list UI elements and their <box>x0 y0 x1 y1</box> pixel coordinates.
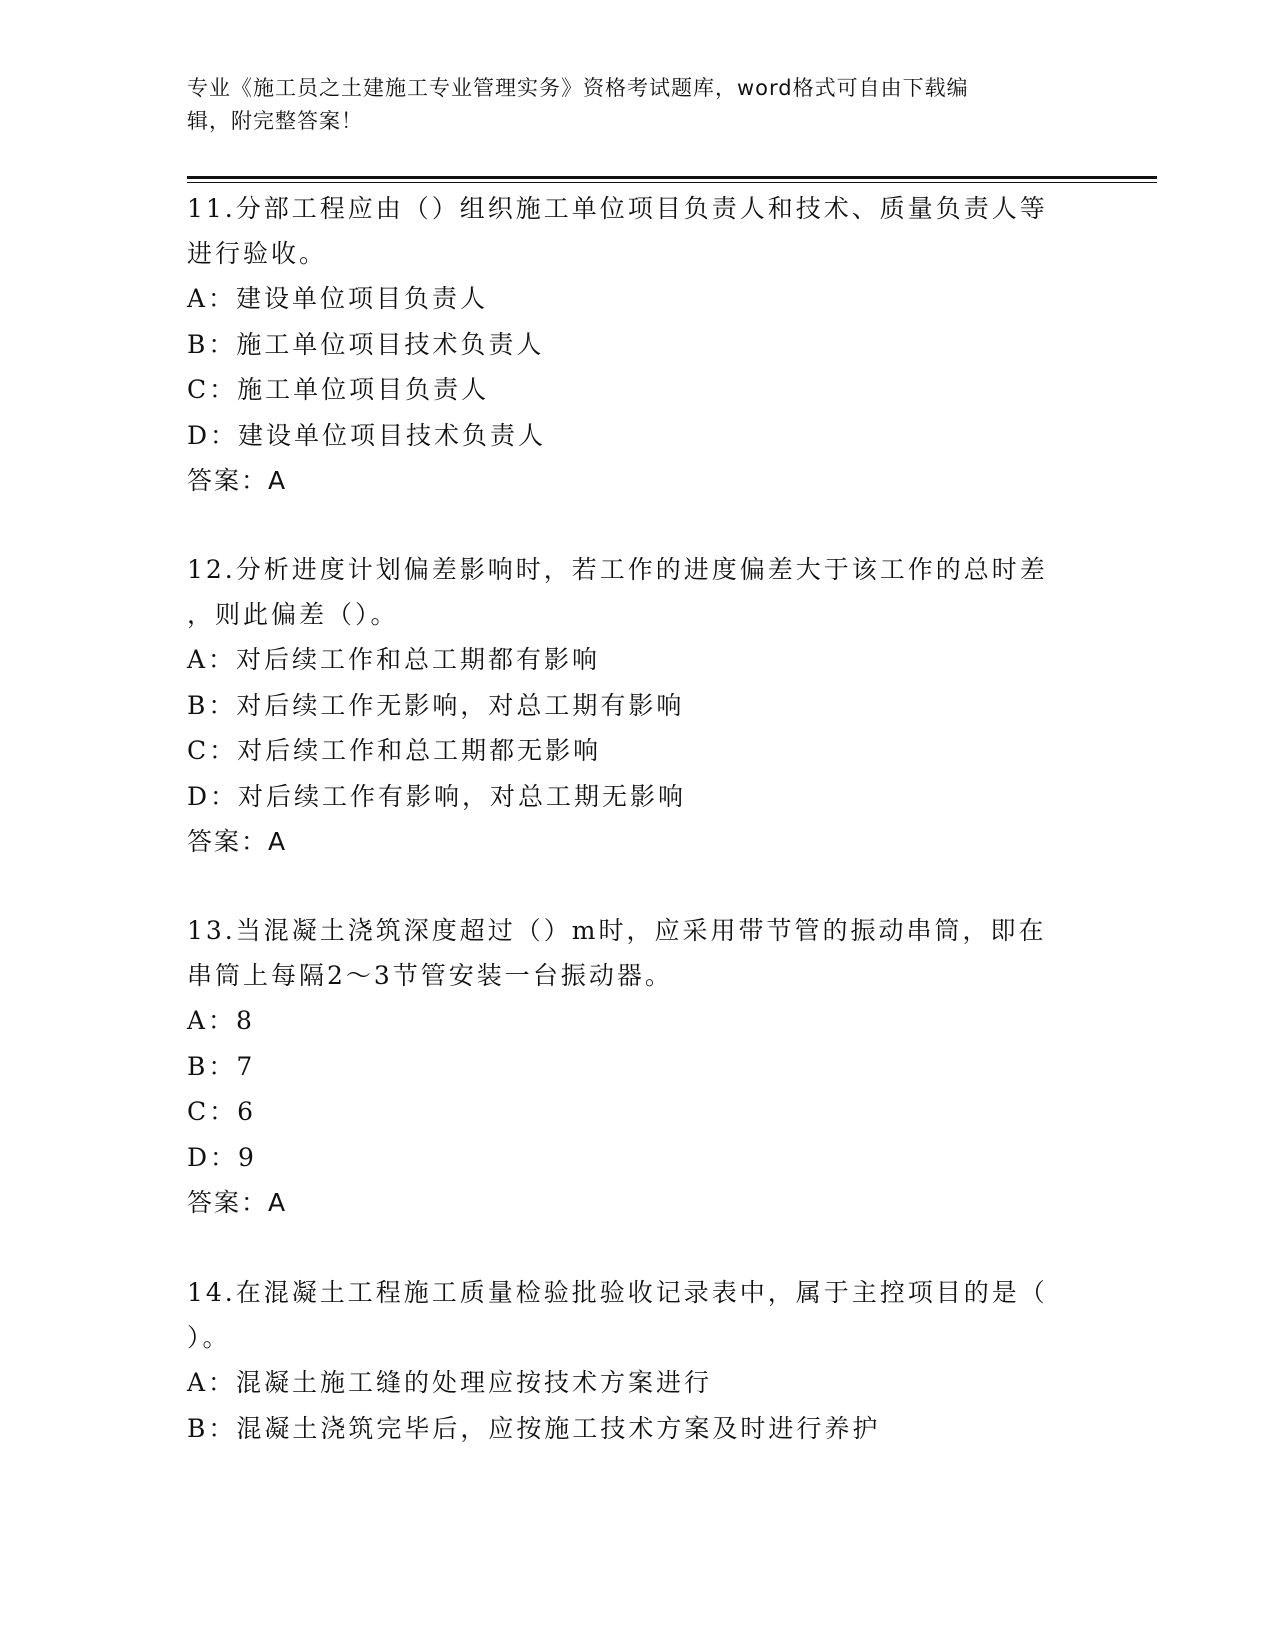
header-line-2: 辑，附完整答案！ <box>187 109 363 133</box>
document-header <box>187 72 1087 138</box>
question-stem-line: 12.分析进度计划偏差影响时，若工作的进度偏差大于该工作的总时差 <box>187 555 1048 584</box>
option-a: A：建设单位项目负责人 <box>187 284 489 313</box>
answer-line: 答案：A <box>187 1188 288 1217</box>
question-stem-line: ）。 <box>187 1323 231 1352</box>
option-b: B：对后续工作无影响，对总工期有影响 <box>187 690 685 720</box>
question-stem-line: 进行验收。 <box>187 239 328 268</box>
option-a: A：混凝土施工缝的处理应按技术方案进行 <box>187 1368 713 1397</box>
option-d: D：9 <box>187 1142 257 1172</box>
option-a: A：对后续工作和总工期都有影响 <box>187 645 601 674</box>
header-divider-thick <box>187 176 1157 179</box>
option-c: C：施工单位项目负责人 <box>187 375 490 404</box>
answer-line: 答案：A <box>187 466 288 495</box>
option-c: C：对后续工作和总工期都无影响 <box>187 736 602 765</box>
question-13 <box>187 908 1087 1226</box>
question-12 <box>187 547 1087 865</box>
option-d: D：对后续工作有影响，对总工期无影响 <box>187 781 687 811</box>
question-stem-line: ，则此偏差（）。 <box>187 600 399 629</box>
option-b: B：7 <box>187 1051 256 1081</box>
option-d: D：建设单位项目技术负责人 <box>187 420 547 450</box>
question-stem-line: 13.当混凝土浇筑深度超过（）m时，应采用带节管的振动串筒，即在 <box>187 916 1047 945</box>
question-stem-line: 串筒上每隔2～3节管安装一台振动器。 <box>187 961 673 990</box>
option-b: B：施工单位项目技术负责人 <box>187 329 545 359</box>
question-14 <box>187 1270 1087 1451</box>
option-b: B：混凝土浇筑完毕后，应按施工技术方案及时进行养护 <box>187 1413 881 1443</box>
header-line-1: 专业《施工员之土建施工专业管理实务》资格考试题库，word格式可自由下载编 <box>187 76 969 100</box>
question-stem-line: 14.在混凝土工程施工质量检验批验收记录表中，属于主控项目的是（ <box>187 1278 1048 1307</box>
option-a: A：8 <box>187 1006 255 1035</box>
header-divider-thin <box>187 182 1157 183</box>
question-stem-line: 11.分部工程应由（）组织施工单位项目负责人和技术、质量负责人等 <box>187 194 1048 223</box>
answer-line: 答案：A <box>187 827 288 856</box>
question-11 <box>187 186 1087 504</box>
option-c: C：6 <box>187 1097 257 1126</box>
